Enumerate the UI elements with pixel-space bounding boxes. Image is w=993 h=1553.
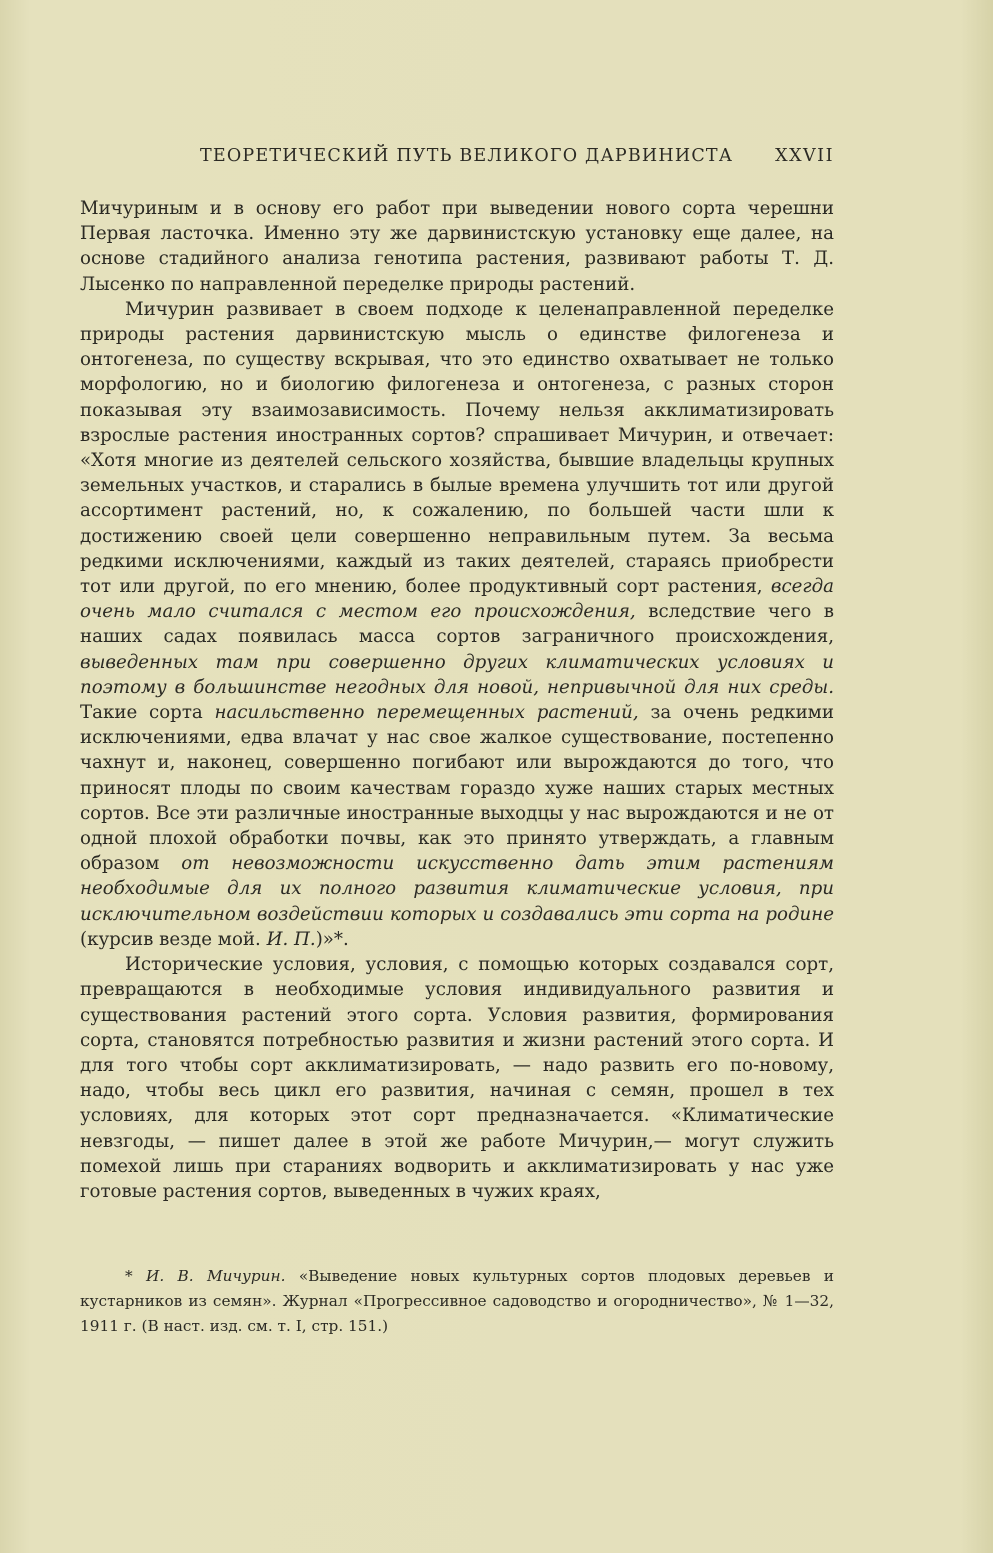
text-run: Такие сорта [80,702,203,724]
page-number: XXVII [775,146,834,166]
paragraph-historical-conditions: Исторические условия, условия, с помощью которых создавался сорт, превращаются в необходимые условия индивидуального развития и существования растений этого сорта. Условия развития, формирования сорта, становятся потребностью развития и жизни растений этого сорта. И для того чтобы сорт акклиматизировать, — надо развить его по-новому, надо, чтобы весь цикл его развития, начиная с семян, прошел в тех условиях, для которых этот сорт предназначается. «Климатические невзгоды, — пишет далее в этой же работе Мичурин,— могут служить помехой лишь при стараниях водворить и акклиматизировать у нас уже готовые растения сортов, выведенных в чужих краях, [80,954,834,1202]
italic-run: выведенных там при совершенно других климатических условиях и поэтому в большинстве негодных для новой, непривычной для них среды. [80,651,834,698]
running-title: ТЕОРЕТИЧЕСКИЙ ПУТЬ ВЕЛИКОГО ДАРВИНИСТА [200,146,734,166]
running-header [80,146,834,172]
footnote [80,1264,834,1339]
text-run: вследствие чего в наших садах появилась масса сортов заграничного происхождения, [80,601,834,648]
text-run: (курсив везде мой. [80,928,261,950]
paragraph-continued: Мичуриным и в основу его работ при выведении нового сорта черешни Первая ласточка. Именно эту же дарвинистскую установку еще далее, на основе стадийного анализа генотипа растения, развивают работы Т. Д. Лысенко по направленной переделке природы растений. [80,198,834,295]
italic-run: И. П. [266,928,316,950]
italic-run: от невозможности искусственно дать этим растениям необходимые для их полного развития климатические условия, при исключительном воздействии которых и создавались эти сорта на родине [80,853,834,925]
italic-run: всегда очень мало считался с местом его происхождения, [80,576,834,623]
footnote-text: «Выведение новых культурных сортов плодовых деревьев и кустарников из семян». Журнал «Прогрессивное садоводство и огородничество», № 1—32, 1911 г. (В наст. изд. см. т. I, стр. 151.) [80,1267,834,1335]
text-run: за очень редкими исключениями, едва влачат у нас свое жалкое существование, постепенно чахнут и, наконец, совершенно погибают или вырождаются до того, что приносят плоды по своим качествам гораздо хуже наших старых местных сортов. Все эти различные иностранные выходцы у нас вырождаются и не от одной плохой обработки почвы, как это принято утверждать, а главным образом [80,702,834,875]
paragraph-michurin-quote [80,297,834,952]
footnote-marker: * [125,1267,133,1285]
italic-run: насильственно перемещенных растений, [214,702,639,724]
main-text [80,196,834,1204]
footnote-author: И. В. Мичурин. [146,1267,286,1285]
text-run: )»*. [315,928,349,950]
text-run: Мичурин развивает в своем подходе к целенаправленной переделке природы растения дарвинистскую мысль о единстве филогенеза и онтогенеза, по существу вскрывая, что это единство охватывает не только морфологию, но и биологию филогенеза и онтогенеза, с разных сторон показывая эту взаимозависимость. Почему нельзя акклиматизировать взрослые растения иностранных сортов? спрашивает Мичурин, и отвечает: «Хотя многие из деятелей сельского хозяйства, бывшие владельцы крупных земельных участков, и старались в былые времена улучшить тот или другой ассортимент растений, но, к сожалению, по большей части шли к достижению своей цели совершенно неправильным путем. За весьма редкими исключениями, каждый из таких деятелей, стараясь приобрести тот или другой, по его мнению, более продуктивный сорт растения, [80,298,834,598]
